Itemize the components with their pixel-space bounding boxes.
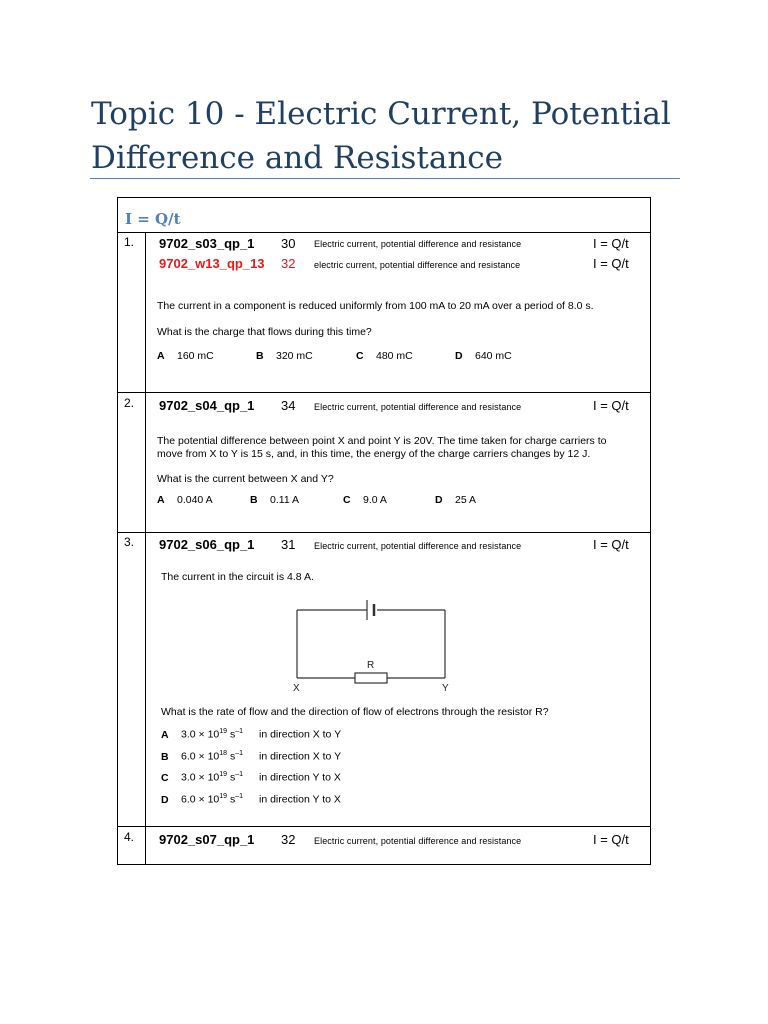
row-divider-header <box>117 232 651 233</box>
question-number-3: 3. <box>124 535 135 549</box>
topic-label: Electric current, potential difference and resistance <box>314 402 522 412</box>
question-prompt: What is the rate of flow and the direction of flow of electrons through the resistor R? <box>161 706 549 718</box>
paper-code: 9702_s06_qp_1 <box>159 537 255 552</box>
resistor-r <box>355 673 387 683</box>
row-divider-2 <box>117 532 651 533</box>
question-prompt: What is the charge that flows during this time? <box>157 326 372 338</box>
formula-label: I = Q/t <box>593 537 629 552</box>
option-c: C 9.0 A <box>343 494 387 506</box>
page-title-line-2: Difference and Resistance <box>91 140 504 176</box>
option-d: D 25 A <box>435 494 477 506</box>
question-number-4: 4. <box>124 830 135 844</box>
topic-label-alternate: electric current, potential difference and resistance <box>314 260 521 270</box>
question-ref-number: 31 <box>281 537 296 552</box>
topic-label: Electric current, potential difference and resistance <box>314 239 522 249</box>
option-b: B 320 mC <box>256 350 313 362</box>
paper-code: 9702_s04_qp_1 <box>159 398 255 413</box>
question-ref-number-alternate: 32 <box>281 256 296 271</box>
question-text-line-2: move from X to Y is 15 s, and, in this time, the energy of the charge carriers changes by 12 J. <box>157 448 591 460</box>
point-y-label: Y <box>442 683 449 694</box>
question-ref-number: 34 <box>281 398 296 413</box>
option-a: A 160 mC <box>157 350 214 362</box>
question-number-1: 1. <box>124 235 135 249</box>
option-d: D $6.0 \times 10^{19}$ $s^{-1}$ in direction Y to X <box>161 793 341 806</box>
question-text: The current in the circuit is 4.8 A. <box>161 571 314 583</box>
question-number-2: 2. <box>124 396 135 410</box>
option-d: D 640 mC <box>455 350 512 362</box>
formula-label: I = Q/t <box>593 236 629 251</box>
option-c: C $3.0 \times 10^{19}$ $s^{-1}$ in direction Y to X <box>161 771 341 784</box>
row-divider-3 <box>117 826 651 827</box>
circuit-diagram <box>158 588 514 700</box>
battery-cell <box>367 600 374 620</box>
number-column-divider <box>145 232 146 865</box>
resistor-label: R <box>367 660 375 671</box>
question-ref-number: 30 <box>281 236 296 251</box>
option-a: A $3.0 \times 10^{19}$ $s^{-1}$ in direction X to Y <box>161 728 342 741</box>
question-text: The current in a component is reduced uniformly from 100 mA to 20 mA over a period of 8.0 s. <box>157 300 594 312</box>
topic-label: Electric current, potential difference and resistance <box>314 541 522 551</box>
formula-label: I = Q/t <box>593 398 629 413</box>
question-ref-number: 32 <box>281 832 296 847</box>
row-divider-1 <box>117 392 651 393</box>
page-title <box>91 92 691 180</box>
point-x-label: X <box>293 683 300 694</box>
topic-label: Electric current, potential difference and resistance <box>314 836 522 846</box>
paper-code: 9702_s07_qp_1 <box>159 832 255 847</box>
paper-code-alternate: 9702_w13_qp_13 <box>159 256 265 271</box>
option-b: B $6.0 \times 10^{18}$ $s^{-1}$ in direction X to Y <box>161 750 342 763</box>
option-b: B 0.11 A <box>250 494 299 506</box>
question-prompt: What is the current between X and Y? <box>157 473 334 485</box>
page-title-line-1: Topic 10 - Electric Current, Potential <box>91 96 671 132</box>
option-c: C 480 mC <box>356 350 413 362</box>
questions-table <box>117 197 651 865</box>
option-a: A 0.040 A <box>157 494 213 506</box>
formula-label: I = Q/t <box>593 832 629 847</box>
paper-code: 9702_s03_qp_1 <box>159 236 255 251</box>
question-text-line-1: The potential difference between point X and point Y is 20V. The time taken for charge carriers to <box>157 435 607 447</box>
title-underline <box>90 178 680 179</box>
section-heading: I = Q/t <box>125 210 181 228</box>
formula-label-alternate: I = Q/t <box>593 256 629 271</box>
